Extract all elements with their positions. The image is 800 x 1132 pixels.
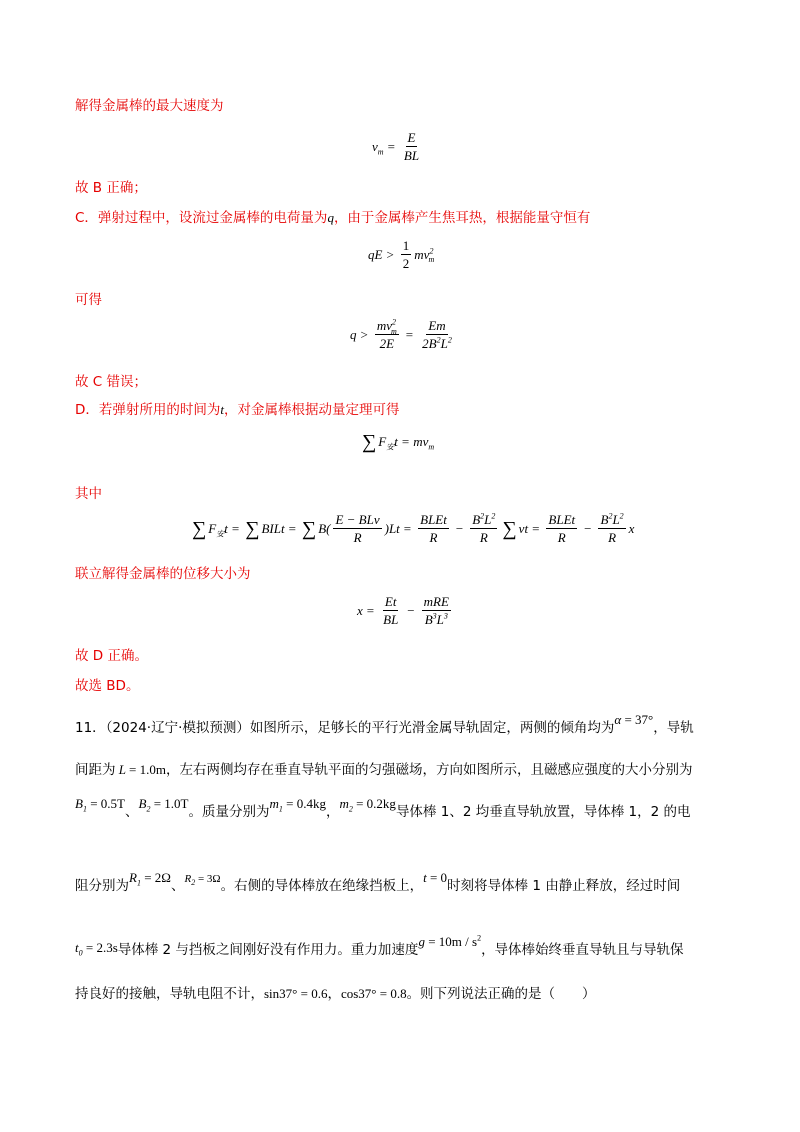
- formula-momentum: ∑ $F_安t$ = $mv_m$: [362, 431, 435, 453]
- solution-line-where: 其中: [75, 486, 102, 502]
- problem-line-1: [75, 712, 694, 738]
- problem-text-6a: 持良好的接触，导轨电阻不计，: [75, 986, 264, 1002]
- solution-line-c-wrong: 故 C 错误；: [75, 374, 148, 390]
- solution-line-answer: 故选 BD。: [75, 678, 140, 694]
- problem-text-5b: ，导体棒始终垂直导轨且与导轨保: [481, 942, 684, 958]
- solution-line-displacement: 联立解得金属棒的位移大小为: [75, 566, 251, 582]
- problem-line-3: [75, 796, 691, 822]
- problem-text-4b: 、: [170, 878, 185, 894]
- problem-text-3d: 导体棒 1、2 均垂直导轨放置，导体棒 1，2 的电: [395, 804, 691, 820]
- solution-line-thus: 可得: [75, 292, 102, 308]
- text-c-part2: ，由于金属棒产生焦耳热，根据能量守恒有: [333, 210, 591, 226]
- problem-text-4c: 。右侧的导体棒放在绝缘挡板上，: [220, 878, 424, 894]
- solution-line-d: [75, 400, 400, 420]
- formula-g: $g = 10m / s^2$: [418, 933, 482, 949]
- problem-text-1a: 如图所示，足够长的平行光滑金属导轨固定，两侧的倾角均为: [249, 720, 615, 736]
- solution-line-b-correct: 故 B 正确；: [75, 180, 147, 196]
- formula-alpha: α = 37°: [614, 712, 654, 727]
- problem-text-1b: ，导轨: [653, 720, 694, 736]
- formula-R2: R2 = 3Ω: [184, 873, 221, 888]
- solution-line-d-correct: 故 D 正确。: [75, 648, 148, 664]
- problem-text-3b: 。质量分别为: [188, 804, 270, 820]
- text-d-part2: ，对金属棒根据动量定理可得: [224, 402, 400, 418]
- symbol-t: t: [220, 402, 225, 417]
- formula-L: L = 1.0m: [115, 762, 166, 777]
- formula-energy: qE > $\frac{1}{2}$ $mv^2_m$: [368, 238, 435, 271]
- problem-line-6: [75, 984, 596, 1004]
- formula-x: x = $\frac{Et}{BL}$ − $\frac{\text{mRE}}{B^3L^3}$: [357, 594, 449, 627]
- formula-q: q > $\frac{mv^2_m}{2E}$ = $\frac{Em}{2B^2L^2}$: [350, 317, 452, 351]
- solution-line-c: [75, 208, 590, 228]
- formula-m1: $m_1 = 0.4kg$: [269, 796, 326, 814]
- problem-source: （2024·辽宁·模拟预测）: [105, 720, 250, 736]
- formula-sum-force: ∑ $F_安t$ = ∑ BILt = ∑ B( $\frac{\text{E − BLv}}{R}$ )Lt = $\frac{\text{BLEt}}{R}$ − $\frac{B^2L^2}{R}$ ∑ vt = $\frac{\text{BLEt}}{R}$ − $\frac{B^2L^2}{R}$ x: [192, 511, 635, 545]
- formula-t0: t = 0: [423, 870, 448, 885]
- solution-line-max-velocity: 解得金属棒的最大速度为: [75, 98, 224, 114]
- problem-text-5a: 导体棒 2 与挡板之间刚好没有作用力。重力加速度: [117, 942, 419, 958]
- formula-B1: $B_1 = 0.5T$: [75, 796, 125, 814]
- formula-R1: $R_1 = 2\Omega$: [129, 870, 171, 888]
- problem-line-5: [75, 933, 684, 960]
- formula-B2: $B_2 = 1.0T$: [138, 796, 189, 814]
- problem-text-3c: ，: [325, 804, 340, 820]
- problem-text-3a: 、: [124, 804, 139, 820]
- problem-text-2a: 间距为: [75, 762, 116, 778]
- problem-text-4a: 阻分别为: [75, 878, 129, 894]
- problem-text-4d: 时刻将导体棒 1 由静止释放，经过时间: [447, 878, 681, 894]
- formula-m2: $m_2 = 0.2kg$: [339, 796, 396, 814]
- text-c-part1: C．弹射过程中，设流过金属棒的电荷量为: [75, 210, 328, 226]
- formula-t0-value: $t_0 = 2.3s$: [75, 940, 118, 958]
- text-d-part1: D．若弹射所用的时间为: [75, 402, 221, 418]
- symbol-q: q: [327, 210, 334, 225]
- problem-text-6b: ，: [327, 986, 341, 1002]
- problem-line-2: [75, 760, 692, 780]
- problem-number: 11．: [75, 720, 106, 736]
- problem-line-4: [75, 870, 681, 897]
- formula-vm: $v_m$ = $\frac{E}{BL}$: [372, 130, 420, 163]
- problem-text-6c: 。则下列说法正确的是（ ）: [406, 986, 596, 1002]
- problem-text-2b: ，左右两侧均存在垂直导轨平面的匀强磁场，方向如图所示，且磁感应强度的大小分别为: [165, 762, 693, 778]
- formula-sin37: sin37° = 0.6: [264, 986, 328, 1001]
- formula-cos37: cos37° = 0.8: [340, 986, 407, 1001]
